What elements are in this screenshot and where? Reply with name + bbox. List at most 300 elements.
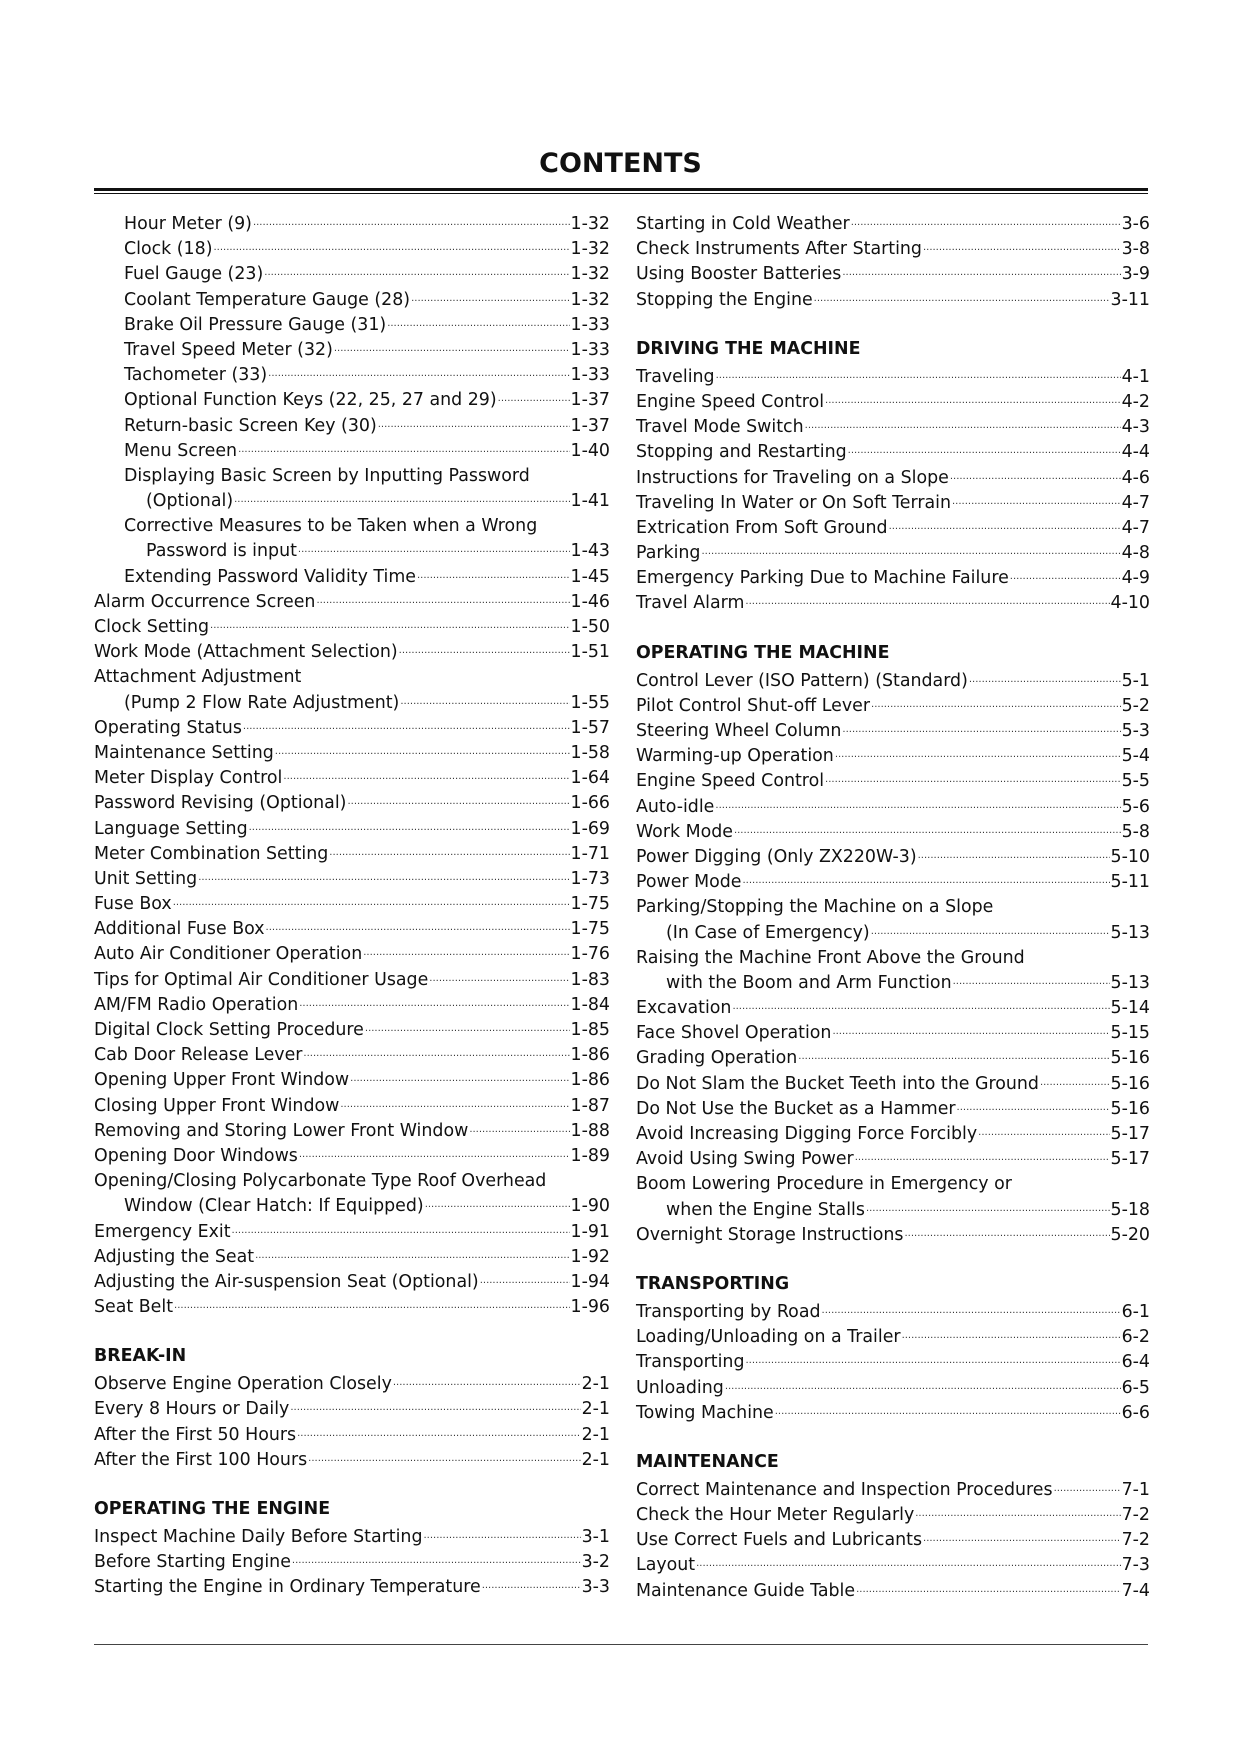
toc-entry-title: Maintenance Guide Table [636,1580,856,1601]
toc-entry-title-cont: Window (Clear Hatch: If Equipped) [124,1196,424,1217]
toc-page-number: 1-84 [570,994,610,1015]
toc-entry-title: Work Mode [636,821,733,842]
dot-leader [871,917,1110,944]
toc-entry-title: Menu Screen [124,440,238,461]
toc-entry-title: Brake Oil Pressure Gauge (31) [124,314,387,335]
toc-page-number: 2-1 [581,1424,610,1445]
dot-leader [978,1118,1109,1145]
toc-entry-title: Excavation [636,998,732,1019]
dot-leader [1010,562,1121,589]
dot-leader [232,1216,570,1243]
toc-entry [636,591,1150,616]
toc-page-number: 1-37 [570,415,610,436]
toc-page-number: 5-10 [1110,846,1150,867]
toc-page-number: 1-40 [570,440,610,461]
section-heading: TRANSPORTING [636,1273,790,1294]
toc-page-number: 5-17 [1110,1124,1150,1144]
dot-leader [275,737,570,764]
toc-entry-title: Stopping and Restarting [636,442,847,463]
toc-page-number: 4-6 [1121,467,1150,488]
toc-page-number: 3-3 [581,1577,610,1598]
toc-page-number: 1-92 [570,1246,610,1267]
toc-entry-title: Tachometer (33) [124,365,268,386]
dot-leader [969,665,1121,692]
toc-entry-title: Warming-up Operation [636,746,834,767]
toc-page-number: 5-13 [1110,972,1150,993]
dot-leader [950,462,1121,489]
dot-leader [264,258,569,285]
dot-leader [378,410,570,437]
dot-leader [400,687,569,714]
toc-page-number: 1-83 [570,969,610,990]
toc-entry [636,1401,1150,1426]
toc-entry-title: Raising the Machine Front Above the Ground [636,947,1025,968]
dot-leader [923,1524,1121,1551]
toc-entry-title: Check the Hour Meter Regularly [636,1505,915,1526]
section-heading: MAINTENANCE [636,1451,779,1472]
toc-page-number: 3-9 [1121,264,1150,285]
dot-leader [425,1190,570,1217]
toc-page-number: 5-13 [1110,922,1150,943]
toc-entry-title: Fuse Box [94,894,172,915]
dot-leader [347,787,569,814]
dot-leader [316,586,569,613]
toc-entry-title: Before Starting Engine [94,1552,291,1573]
dot-leader [855,1143,1110,1170]
dot-leader [363,938,569,965]
toc-page-number: 6-2 [1121,1327,1150,1348]
dot-leader [283,762,569,789]
toc-entry-title: Clock Setting [94,617,210,637]
toc-page-number: 6-6 [1121,1402,1150,1423]
dot-leader [716,361,1121,388]
toc-entry-title: Unit Setting [94,868,198,889]
toc-page-number: 5-4 [1121,746,1150,767]
toc-entry-title: Work Mode (Attachment Selection) [94,642,398,663]
dot-leader [429,964,569,991]
toc-page-number: 5-16 [1110,1098,1150,1119]
dot-leader [210,611,569,638]
toc-page-number: 5-1 [1121,670,1150,691]
toc-page-number: 4-1 [1121,366,1150,387]
toc-page-number: 1-71 [570,843,610,864]
toc-page-number: 3-11 [1110,289,1150,310]
toc-page-number: 1-94 [570,1271,610,1292]
toc-page-number: 1-50 [570,617,610,637]
toc-entry [636,1147,1150,1172]
toc-page-number: 7-2 [1121,1505,1150,1526]
toc-page-number: 1-51 [570,642,610,663]
toc-entry-title: Seat Belt [94,1297,174,1318]
toc-entry-title: Check Instruments After Starting [636,239,922,260]
toc-page-number: 1-76 [570,944,610,965]
dot-leader [198,863,569,890]
toc-entry-title: After the First 100 Hours [94,1449,308,1470]
toc-entry-title: Adjusting the Seat [94,1246,255,1267]
dot-leader [334,334,570,361]
toc-entry-title: Meter Display Control [94,768,283,789]
dot-leader [746,1346,1121,1373]
toc-entry-title: Alarm Occurrence Screen [94,591,316,612]
dot-leader [238,435,569,462]
toc-entry-title: Boom Lowering Procedure in Emergency or [636,1174,1012,1195]
toc-entry-title: Emergency Exit [94,1221,231,1242]
toc-entry-title: Additional Fuse Box [94,919,265,940]
toc-page-number: 7-3 [1121,1555,1150,1576]
dot-leader [297,1419,581,1446]
dot-leader [905,1219,1110,1246]
toc-entry-title: Digital Clock Setting Procedure [94,1020,364,1040]
toc-entry [94,1295,610,1320]
toc-page-number: 1-96 [570,1297,610,1318]
toc-entry-title: Traveling [636,366,715,387]
toc-entry-title: Coolant Temperature Gauge (28) [124,289,411,310]
toc-entry-title: Starting the Engine in Ordinary Temperature [94,1577,481,1598]
dot-leader [851,208,1121,235]
toc-page-number: 5-11 [1110,872,1150,893]
toc-page-number: 2-1 [581,1399,610,1420]
toc-page-number: 5-5 [1121,771,1150,792]
toc-page-number: 1-57 [570,717,610,738]
toc-page-number: 6-1 [1121,1301,1150,1322]
dot-leader [469,1115,569,1142]
dot-leader [253,208,570,235]
toc-page-number: 7-1 [1121,1479,1150,1500]
toc-entry-title: AM/FM Radio Operation [94,994,299,1015]
dot-leader [174,1291,570,1318]
dot-leader [701,537,1120,564]
dot-leader [734,816,1121,843]
dot-leader [303,1039,569,1066]
toc-page-number: 5-15 [1110,1023,1150,1044]
toc-entry-title: Transporting by Road [636,1301,821,1322]
toc-entry-title: Unloading [636,1377,724,1398]
toc-entry-title: Do Not Use the Bucket as a Hammer [636,1098,956,1119]
toc-entry-title: Closing Upper Front Window [94,1095,340,1116]
toc-entry-title: Clock (18) [124,239,213,260]
toc-entry-title: Pilot Control Shut-off Lever [636,695,871,716]
dot-leader [832,1017,1109,1044]
toc-entry-title: Travel Alarm [636,593,745,614]
toc-page-number: 1-85 [570,1020,610,1040]
dot-leader [952,487,1121,514]
dot-leader [915,1499,1120,1526]
toc-entry [636,1223,1150,1248]
toc-page-number: 1-58 [570,742,610,763]
toc-entry-title: Attachment Adjustment [94,667,302,688]
dot-leader [889,512,1121,539]
dot-leader [814,284,1110,311]
toc-entry-title: Control Lever (ISO Pattern) (Standard) [636,670,968,691]
toc-entry-title-cont: (Optional) [146,491,234,512]
toc-entry-title: Face Shovel Operation [636,1023,832,1044]
toc-page-number: 5-6 [1121,796,1150,817]
toc-entry-title: Steering Wheel Column [636,721,842,741]
toc-left-column [94,212,610,1601]
dot-leader [1054,1474,1121,1501]
dot-leader [835,740,1121,767]
toc-page-number: 1-32 [570,264,610,285]
toc-page-number: 7-2 [1121,1530,1150,1551]
toc-entry-title: Parking [636,543,701,564]
dot-leader [805,411,1121,438]
toc-entry [94,489,610,514]
toc-page-number: 5-3 [1121,721,1150,741]
dot-leader [696,1549,1120,1576]
toc-page-number: 1-33 [570,365,610,386]
toc-entry-title: Password Revising (Optional) [94,793,347,814]
dot-leader [1040,1068,1110,1095]
toc-page-number: 1-32 [570,239,610,260]
toc-page-number: 5-20 [1110,1224,1150,1245]
dot-leader [268,359,569,386]
toc-entry-title: Stopping the Engine [636,289,813,310]
dot-leader [902,1321,1121,1348]
toc-entry [94,1144,610,1169]
toc-entry-title-cont: (In Case of Emergency) [666,922,870,943]
toc-entry-title-cont: with the Boom and Arm Function [666,972,952,993]
dot-leader [417,561,570,588]
page-title: CONTENTS [539,148,702,179]
toc-page-number: 5-14 [1110,998,1150,1019]
toc-entry-title: Do Not Slam the Bucket Teeth into the Ground [636,1073,1039,1094]
dot-leader [775,1397,1121,1424]
toc-page-number: 6-4 [1121,1352,1150,1373]
dot-leader [743,866,1110,893]
toc-entry-title-cont: when the Engine Stalls [666,1199,865,1220]
dot-leader [848,436,1121,463]
toc-entry-title: Inspect Machine Daily Before Starting [94,1527,423,1547]
toc-page-number: 1-46 [570,591,610,612]
toc-entry-title: Engine Speed Control [636,771,825,792]
dot-leader [173,888,570,915]
toc-page-number: 3-1 [581,1527,610,1547]
toc-entry-title: Language Setting [94,818,248,839]
dot-leader [299,989,569,1016]
toc-page-number: 2-1 [581,1374,610,1395]
dot-leader [350,1064,569,1091]
footer-rule [94,1644,1148,1645]
dot-leader [842,258,1120,285]
dot-leader [871,690,1121,717]
toc-entry [636,921,1150,946]
dot-leader [866,1194,1110,1221]
toc-page-number: 1-66 [570,793,610,814]
toc-page-number: 1-87 [570,1095,610,1116]
toc-entry-title: Transporting [636,1352,745,1373]
toc-entry-title: Fuel Gauge (23) [124,264,264,285]
toc-entry-title: Avoid Increasing Digging Force Forcibly [636,1124,978,1144]
section-heading: BREAK-IN [94,1346,187,1367]
toc-page-number: 5-17 [1110,1149,1150,1170]
toc-page-number: 1-89 [570,1145,610,1166]
toc-entry-title: Overnight Storage Instructions [636,1224,904,1245]
toc-page-number: 4-7 [1121,492,1150,513]
toc-page-number: 1-69 [570,818,610,839]
toc-page-number: 1-86 [570,1045,610,1066]
toc-page-number: 1-86 [570,1070,610,1091]
toc-page-number: 7-4 [1121,1580,1150,1601]
toc-entry-title: After the First 50 Hours [94,1424,297,1445]
toc-entry-title: Avoid Using Swing Power [636,1149,854,1170]
dot-leader [411,284,569,311]
toc-page-number: 2-1 [581,1449,610,1470]
toc-page-number: 1-73 [570,868,610,889]
toc-page-number: 1-75 [570,894,610,915]
dot-leader [234,485,569,512]
dot-leader [299,1140,570,1167]
dot-leader [725,1372,1121,1399]
dot-leader [399,636,570,663]
toc-entry-title: Operating Status [94,717,242,738]
section-heading: OPERATING THE MACHINE [636,642,890,663]
toc-page-number: 5-16 [1110,1048,1150,1069]
toc-page-number: 4-3 [1121,417,1150,438]
toc-right-column [636,212,1150,1604]
toc-page-number: 4-10 [1110,593,1150,614]
toc-entry-title: Cab Door Release Lever [94,1045,303,1066]
toc-entry-title: Power Digging (Only ZX220W-3) [636,846,917,867]
dot-leader [798,1042,1109,1069]
dot-leader [957,1093,1110,1120]
toc-entry-title: Return-basic Screen Key (30) [124,415,377,436]
toc-entry-title: Power Mode [636,872,742,893]
toc-entry-title: Travel Mode Switch [636,417,804,438]
toc-entry [94,1448,610,1473]
dot-leader [856,1575,1121,1602]
toc-entry-title: Hour Meter (9) [124,214,252,234]
title-rule [94,188,1148,191]
toc-page-number: 1-88 [570,1120,610,1141]
toc-entry-title: Extrication From Soft Ground [636,517,888,538]
dot-leader [213,233,569,260]
dot-leader [953,967,1110,994]
toc-entry-title-cont: (Pump 2 Flow Rate Adjustment) [124,692,400,713]
toc-entry-title: Tips for Optimal Air Conditioner Usage [94,969,429,990]
toc-entry-title: Emergency Parking Due to Machine Failure [636,568,1009,589]
toc-entry-title: Opening Upper Front Window [94,1070,350,1091]
dot-leader [292,1546,581,1573]
toc-page-number: 5-8 [1121,821,1150,842]
toc-entry-title: Opening/Closing Polycarbonate Type Roof Overhead [94,1171,547,1192]
toc-entry-title: Use Correct Fuels and Lubricants [636,1530,923,1551]
toc-entry-title: Towing Machine [636,1402,774,1423]
toc-page-number: 1-37 [570,390,610,411]
dot-leader [393,1368,581,1395]
toc-entry-title: Traveling In Water or On Soft Terrain [636,492,951,513]
toc-entry-title: Engine Speed Control [636,391,825,412]
dot-leader [340,1090,569,1117]
toc-entry-title: Displaying Basic Screen by Inputting Password [124,465,530,486]
toc-entry-title: Auto-idle [636,796,715,817]
toc-page-number: 3-8 [1121,239,1150,260]
toc-page-number: 4-2 [1121,391,1150,412]
toc-page-number: 1-45 [570,566,610,587]
section-heading: OPERATING THE ENGINE [94,1499,331,1519]
toc-entry-title: Starting in Cold Weather [636,214,850,234]
toc-page-number: 1-64 [570,768,610,789]
toc-page-number: 6-5 [1121,1377,1150,1398]
toc-entry-title: Travel Speed Meter (32) [124,339,333,360]
dot-leader [482,1571,581,1598]
dot-leader [255,1241,569,1268]
dot-leader [290,1393,580,1420]
toc-entry [636,870,1150,895]
toc-entry-title: Meter Combination Setting [94,843,329,864]
toc-entry-title: Using Booster Batteries [636,264,842,285]
toc-page-number: 1-91 [570,1221,610,1242]
toc-entry-title: Optional Function Keys (22, 25, 27 and 29) [124,390,497,411]
dot-leader [825,386,1121,413]
toc-page-number: 1-90 [570,1196,610,1217]
toc-page-number: 4-7 [1121,517,1150,538]
toc-entry [636,1579,1150,1604]
dot-leader [480,1266,570,1293]
toc-entry-title: Auto Air Conditioner Operation [94,944,363,965]
dot-leader [825,765,1121,792]
dot-leader [387,309,569,336]
dot-leader [822,1296,1121,1323]
toc-page-number: 5-16 [1110,1073,1150,1094]
toc-page-number: 1-33 [570,314,610,335]
dot-leader [249,813,570,840]
toc-page-number: 5-2 [1121,695,1150,716]
toc-page-number: 5-18 [1110,1199,1150,1220]
toc-entry [636,288,1150,313]
dot-leader [732,992,1109,1019]
dot-leader [243,712,570,739]
toc-entry-title: Correct Maintenance and Inspection Procedures [636,1479,1053,1500]
dot-leader [365,1014,570,1041]
toc-page-number: 1-75 [570,919,610,940]
toc-entry-title: Opening Door Windows [94,1145,298,1166]
dot-leader [329,838,569,865]
section-heading: DRIVING THE MACHINE [636,338,861,359]
toc-page-number: 3-2 [581,1552,610,1573]
toc-entry-title: Parking/Stopping the Machine on a Slope [636,897,994,918]
toc-page-number: 1-41 [570,491,610,512]
title-rule-thin [94,193,1148,194]
toc-entry [94,640,610,665]
dot-leader [308,1444,580,1471]
toc-page-number: 4-8 [1121,543,1150,564]
dot-leader [923,233,1121,260]
dot-leader [498,384,570,411]
toc-entry [94,439,610,464]
toc-entry-title-cont: Password is input [146,541,297,562]
toc-page-number: 1-55 [570,692,610,713]
toc-page-number: 1-32 [570,289,610,310]
toc-page-number: 3-6 [1121,214,1150,234]
dot-leader [842,715,1120,742]
toc-entry-title: Observe Engine Operation Closely [94,1374,392,1395]
dot-leader [918,841,1110,868]
toc-page-number: 1-33 [570,339,610,360]
dot-leader [266,913,570,940]
dot-leader [715,791,1120,818]
toc-entry-title: Adjusting the Air-suspension Seat (Optional) [94,1271,479,1292]
toc-entry-title: Corrective Measures to be Taken when a Wrong [124,516,538,537]
toc-entry-title: Loading/Unloading on a Trailer [636,1327,901,1348]
dot-leader [745,587,1109,614]
toc-entry-title: Instructions for Traveling on a Slope [636,467,949,488]
toc-entry-title: Grading Operation [636,1048,798,1069]
toc-entry-title: Layout [636,1555,696,1576]
toc-page-number: 1-43 [570,541,610,562]
toc-entry-title: Maintenance Setting [94,742,274,763]
toc-entry-title: Extending Password Validity Time [124,566,416,587]
toc-entry-title: Removing and Storing Lower Front Window [94,1120,469,1141]
